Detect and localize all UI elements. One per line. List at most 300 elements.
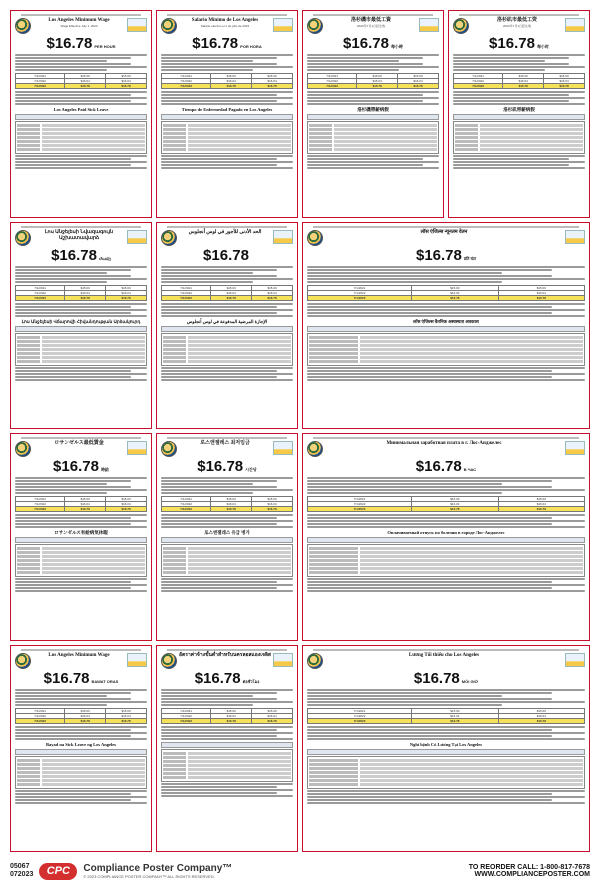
- section-bar: [307, 749, 585, 755]
- rate-value-a: $16.78: [65, 718, 106, 723]
- rate-date: 7/1/2021: [308, 74, 357, 79]
- text-line: [307, 584, 585, 586]
- intro-text: [307, 266, 585, 283]
- rate-date: 7/1/2021: [454, 74, 503, 79]
- rate-date: 7/1/2023: [162, 84, 211, 89]
- notice-title: Լոս Անջելեսի Նվազագույն Աշխատավարձ: [44, 229, 114, 241]
- rate-row: [162, 295, 293, 300]
- rate-date: 7/1/2021: [308, 497, 412, 502]
- table-row: [17, 547, 145, 550]
- notice-title: Минимальная заработная плата в г. Лос-Анджелес: [386, 441, 502, 446]
- table-row: [17, 348, 145, 351]
- leave-table: [307, 333, 585, 366]
- text-line: [161, 69, 253, 71]
- rate-row: [454, 84, 585, 89]
- table-row: [17, 559, 145, 562]
- text-line: [307, 735, 552, 737]
- rate-value-a: $15.00: [65, 708, 106, 713]
- text-line: [161, 695, 253, 697]
- footer-left: [10, 863, 232, 880]
- rate-date: 7/1/2023: [16, 718, 65, 723]
- website-link[interactable]: WWW.COMPLIANCEPOSTER.COM: [474, 871, 590, 878]
- table-row: [163, 132, 291, 135]
- rate-value-b: $16.78: [252, 507, 293, 512]
- table-row: [17, 767, 145, 770]
- rate-value-a: $16.04: [211, 290, 252, 295]
- text-line: [307, 695, 502, 697]
- rate-value-b: $16.04: [544, 79, 585, 84]
- title-block: [323, 230, 565, 236]
- city-seal-icon: [161, 18, 177, 34]
- table-row: [163, 555, 291, 558]
- wage-display: [15, 36, 147, 52]
- notice-header: [15, 653, 147, 669]
- rate-row: [162, 285, 293, 290]
- text-line: [15, 486, 131, 488]
- section-bar: [15, 114, 147, 120]
- rate-date: 7/1/2023: [16, 84, 65, 89]
- rate-date: 7/1/2021: [16, 285, 65, 290]
- text-line: [161, 701, 293, 703]
- header-rule: [313, 226, 579, 228]
- table-row: [17, 356, 145, 359]
- text-line: [161, 587, 277, 589]
- footer-text: [161, 783, 293, 797]
- footer-text: [15, 367, 147, 381]
- rate-value-b: $15.00: [498, 285, 584, 290]
- header-rule: [167, 226, 287, 228]
- footer-text: [161, 578, 293, 592]
- wage-amount: $16.78: [415, 458, 462, 475]
- text-line: [161, 689, 293, 691]
- table-row: [163, 764, 291, 767]
- text-line: [307, 303, 585, 305]
- header-rule: [313, 649, 579, 651]
- notice-ru: [302, 433, 590, 641]
- text-line: [307, 315, 585, 317]
- text-line: [307, 266, 585, 268]
- table-row: [309, 356, 583, 359]
- text-line: [161, 520, 293, 522]
- text-line: [15, 517, 131, 519]
- section-bar: [453, 114, 585, 120]
- city-seal-icon: [15, 653, 31, 669]
- rate-value-a: $16.04: [412, 502, 498, 507]
- notice-header: [15, 18, 147, 34]
- text-line: [453, 158, 569, 160]
- rate-value-a: $15.00: [65, 74, 106, 79]
- text-line: [15, 590, 147, 592]
- text-line: [453, 69, 545, 71]
- section-bar: [161, 326, 293, 332]
- notice-subtitle: 2023年7月1日起生效: [502, 24, 531, 28]
- rate-date: 7/1/2023: [308, 718, 412, 723]
- table-row: [17, 571, 145, 574]
- text-line: [15, 698, 131, 700]
- table-row: [309, 132, 437, 135]
- text-line: [161, 492, 253, 494]
- text-line: [15, 155, 147, 157]
- rate-date: 7/1/2021: [16, 497, 65, 502]
- text-line: [15, 66, 147, 68]
- text-line: [307, 489, 585, 491]
- rate-table: [15, 285, 147, 301]
- bca-logo-icon: [565, 441, 585, 455]
- table-row: [163, 136, 291, 139]
- text-line: [161, 103, 293, 105]
- text-line: [307, 278, 585, 280]
- table-row: [163, 140, 291, 143]
- rate-value-a: $16.04: [211, 713, 252, 718]
- text-line: [307, 799, 552, 801]
- header-rule: [167, 649, 287, 651]
- text-line: [15, 281, 107, 283]
- notice-header: [161, 441, 293, 457]
- text-line: [15, 379, 147, 381]
- section-bar: [161, 537, 293, 543]
- notice-title: Los Angeles Minimum Wage: [48, 652, 110, 658]
- section-title: Оплачиваемый отпуск по болезни в городе Лос-Анджелес: [387, 530, 505, 535]
- footer-text: [307, 790, 585, 804]
- rate-value-b: $15.00: [106, 708, 147, 713]
- city-seal-icon: [307, 18, 323, 34]
- notice-en-1: [10, 10, 152, 218]
- notice-header: [307, 18, 439, 34]
- rate-date: 7/1/2022: [308, 79, 357, 84]
- rate-row: [162, 718, 293, 723]
- table-row: [309, 128, 437, 131]
- text-line: [15, 312, 131, 314]
- table-row: [309, 336, 583, 339]
- rate-value-a: $15.00: [412, 497, 498, 502]
- title-block: [323, 441, 565, 447]
- text-line: [15, 367, 147, 369]
- text-line: [161, 783, 293, 785]
- rate-value-b: $16.04: [398, 79, 439, 84]
- text-line: [453, 91, 585, 93]
- rate-date: 7/1/2023: [162, 507, 211, 512]
- rate-row: [308, 79, 439, 84]
- text-line: [161, 477, 293, 479]
- bca-logo-icon: [565, 653, 585, 667]
- text-line: [307, 370, 552, 372]
- text-line: [307, 269, 552, 271]
- rate-row: [162, 507, 293, 512]
- rate-value-a: $16.04: [211, 502, 252, 507]
- brand: [83, 863, 232, 879]
- text-line: [161, 735, 277, 737]
- text-line: [307, 581, 552, 583]
- text-line: [161, 480, 277, 482]
- text-line: [15, 63, 131, 65]
- intro-text: [15, 689, 147, 706]
- rate-date: 7/1/2022: [308, 713, 412, 718]
- text-line: [161, 698, 277, 700]
- rate-value-a: $15.00: [211, 285, 252, 290]
- rate-date: 7/1/2023: [308, 295, 412, 300]
- brand-name: Compliance Poster Company™: [83, 863, 233, 874]
- table-row: [163, 776, 291, 779]
- text-line: [15, 578, 147, 580]
- text-line: [15, 91, 147, 93]
- leave-table: [307, 756, 585, 789]
- notice-hi: [302, 222, 590, 430]
- title-block: [177, 230, 273, 236]
- wage-unit: प्रति घंटा: [463, 255, 476, 261]
- footer-text: [15, 578, 147, 592]
- city-seal-icon: [307, 653, 323, 669]
- notice-header: [161, 18, 293, 34]
- header-rule: [313, 437, 579, 439]
- text-line: [161, 738, 293, 740]
- table-row: [309, 775, 583, 778]
- notice-title: Lương Tối thiểu cho Los Angeles: [408, 652, 480, 658]
- text-line: [161, 275, 277, 277]
- text-line: [161, 376, 277, 378]
- rate-value-b: $16.04: [106, 79, 147, 84]
- rate-date: 7/1/2021: [16, 708, 65, 713]
- table-row: [17, 779, 145, 782]
- section-bar: [15, 537, 147, 543]
- rate-value-b: $16.78: [252, 84, 293, 89]
- text-line: [307, 97, 439, 99]
- rate-table: [161, 285, 293, 301]
- header-rule: [21, 649, 141, 651]
- text-line: [15, 315, 147, 317]
- text-line: [15, 54, 147, 56]
- text-line: [453, 161, 585, 163]
- table-row: [163, 571, 291, 574]
- title-block: [323, 653, 565, 659]
- text-line: [307, 587, 552, 589]
- text-line: [161, 158, 277, 160]
- table-row: [163, 340, 291, 343]
- rate-value-a: $16.04: [412, 290, 498, 295]
- text-line: [307, 793, 552, 795]
- rate-value-b: $15.00: [106, 74, 147, 79]
- wage-display: [307, 36, 439, 52]
- notice-zh-1: [302, 10, 444, 218]
- text-line: [15, 689, 147, 691]
- rate-value-b: $16.78: [252, 295, 293, 300]
- section-bar: [15, 326, 147, 332]
- section-title: 洛杉磯帶薪病假: [357, 107, 389, 112]
- wage-amount: $16.78: [53, 458, 99, 475]
- reorder-phone: TO REORDER CALL: 1-800-817-7678: [468, 864, 590, 871]
- rate-value-a: $16.78: [211, 84, 252, 89]
- rate-date: 7/1/2023: [308, 84, 357, 89]
- text-line: [15, 704, 107, 706]
- section-bar: [161, 742, 293, 748]
- table-row: [163, 344, 291, 347]
- notice-vi: [302, 645, 590, 853]
- table-row: [309, 563, 583, 566]
- rate-table: [161, 496, 293, 512]
- text-line: [161, 54, 293, 56]
- wage-unit: Ժամը: [98, 255, 111, 261]
- title-block: [323, 18, 419, 28]
- wage-amount: $16.78: [489, 35, 535, 52]
- table-row: [309, 759, 583, 762]
- notice-ja: [10, 433, 152, 641]
- notice-header: [161, 230, 293, 246]
- notice-subtitle: Salario efectivo el 1 de julio de 2023: [200, 24, 250, 28]
- table-row: [455, 128, 583, 131]
- text-line: [307, 164, 423, 166]
- text-line: [307, 91, 439, 93]
- text-line: [307, 63, 423, 65]
- text-line: [307, 698, 552, 700]
- rate-value-b: $16.78: [106, 507, 147, 512]
- text-line: [307, 483, 502, 485]
- rate-row: [308, 507, 585, 512]
- text-line: [15, 57, 131, 59]
- table-row: [455, 124, 583, 127]
- notice-title: 로스앤젤레스 최저임금: [200, 441, 250, 446]
- notice-header: [453, 18, 585, 34]
- table-row: [309, 348, 583, 351]
- text-line: [161, 514, 293, 516]
- table-row: [163, 352, 291, 355]
- text-line: [161, 732, 293, 734]
- rate-value-a: $16.78: [412, 507, 498, 512]
- text-line: [15, 266, 147, 268]
- text-line: [307, 738, 585, 740]
- text-line: [307, 701, 585, 703]
- city-seal-icon: [307, 230, 323, 246]
- text-line: [161, 581, 277, 583]
- table-row: [163, 547, 291, 550]
- text-line: [307, 486, 552, 488]
- text-line: [307, 692, 552, 694]
- text-line: [307, 796, 585, 798]
- wage-unit: ต่อชั่วโมง: [242, 678, 260, 684]
- rate-table: [15, 708, 147, 724]
- rate-date: 7/1/2021: [162, 285, 211, 290]
- rate-row: [16, 79, 147, 84]
- section-title: Nghỉ bệnh Có Lương Tại Los Angeles: [409, 741, 483, 747]
- text-line: [307, 689, 585, 691]
- text-line: [15, 520, 147, 522]
- rate-date: 7/1/2022: [308, 502, 412, 507]
- text-line: [307, 167, 439, 169]
- text-line: [161, 161, 293, 163]
- text-line: [453, 60, 545, 62]
- rate-row: [162, 84, 293, 89]
- rate-row: [308, 718, 585, 723]
- rate-row: [16, 497, 147, 502]
- notice-subtitle: 2023年7月1日起生效: [356, 24, 385, 28]
- section-bar: [307, 537, 585, 543]
- wage-unit: POR HORA: [240, 44, 262, 49]
- notice-header: [15, 230, 147, 246]
- table-row: [17, 567, 145, 570]
- footer-text: [161, 367, 293, 381]
- text-line: [161, 266, 293, 268]
- rate-value-b: $15.00: [498, 708, 584, 713]
- wage-unit: 每小時: [390, 44, 403, 49]
- header-rule: [459, 14, 579, 16]
- table-row: [309, 360, 583, 363]
- table-row: [309, 148, 437, 151]
- intro-text: [307, 477, 585, 494]
- text-line: [161, 786, 277, 788]
- rate-value-a: $15.00: [211, 708, 252, 713]
- rate-value-b: $16.78: [498, 295, 584, 300]
- rate-value-b: $16.04: [106, 502, 147, 507]
- text-line: [161, 57, 277, 59]
- wage-display: [307, 248, 585, 264]
- rate-row: [308, 74, 439, 79]
- rate-value-a: $16.78: [357, 84, 398, 89]
- notice-hy: [10, 222, 152, 430]
- rate-date: 7/1/2022: [454, 79, 503, 84]
- title-block: [31, 441, 127, 447]
- title-block: [177, 18, 273, 28]
- rate-value-b: $16.04: [498, 502, 584, 507]
- table-row: [163, 772, 291, 775]
- section-title: الإجازة المرضية المدفوعة في لوس أنجلوس: [186, 318, 268, 324]
- rate-date: 7/1/2021: [162, 708, 211, 713]
- intro-text: [161, 689, 293, 706]
- text-line: [15, 477, 147, 479]
- text-line: [307, 94, 423, 96]
- notice-tl: [10, 645, 152, 853]
- body-text: [15, 726, 147, 740]
- leave-table: [15, 333, 147, 366]
- text-line: [453, 63, 569, 65]
- rate-value-b: $15.00: [398, 74, 439, 79]
- text-line: [161, 100, 277, 102]
- rate-date: 7/1/2023: [308, 507, 412, 512]
- rate-date: 7/1/2023: [16, 295, 65, 300]
- city-seal-icon: [307, 441, 323, 457]
- wage-display: [161, 459, 293, 475]
- rate-value-b: $16.04: [252, 502, 293, 507]
- text-line: [161, 278, 293, 280]
- rate-table: [161, 708, 293, 724]
- notice-header: [307, 653, 585, 669]
- section-title: Bayad na Sick Leave ng Los Angeles: [45, 741, 116, 747]
- intro-text: [15, 266, 147, 283]
- notice-ar: [156, 222, 298, 430]
- table-row: [17, 132, 145, 135]
- table-row: [309, 340, 583, 343]
- text-line: [15, 738, 147, 740]
- text-line: [15, 523, 131, 525]
- text-line: [161, 795, 293, 797]
- rate-value-a: $16.04: [357, 79, 398, 84]
- poster-codes: [10, 863, 33, 879]
- body-text: [307, 514, 585, 528]
- text-line: [15, 729, 131, 731]
- rate-date: 7/1/2022: [162, 713, 211, 718]
- wage-unit: 시간당: [245, 467, 257, 472]
- table-row: [163, 356, 291, 359]
- wage-display: [307, 671, 585, 687]
- rate-row: [16, 285, 147, 290]
- table-row: [163, 563, 291, 566]
- table-row: [163, 336, 291, 339]
- body-text: [161, 91, 293, 105]
- table-row: [163, 760, 291, 763]
- table-row: [17, 140, 145, 143]
- rate-value-b: $16.04: [498, 713, 584, 718]
- rate-date: 7/1/2022: [308, 290, 412, 295]
- title-block: [31, 653, 127, 659]
- rate-value-b: $15.00: [252, 285, 293, 290]
- body-text: [161, 303, 293, 317]
